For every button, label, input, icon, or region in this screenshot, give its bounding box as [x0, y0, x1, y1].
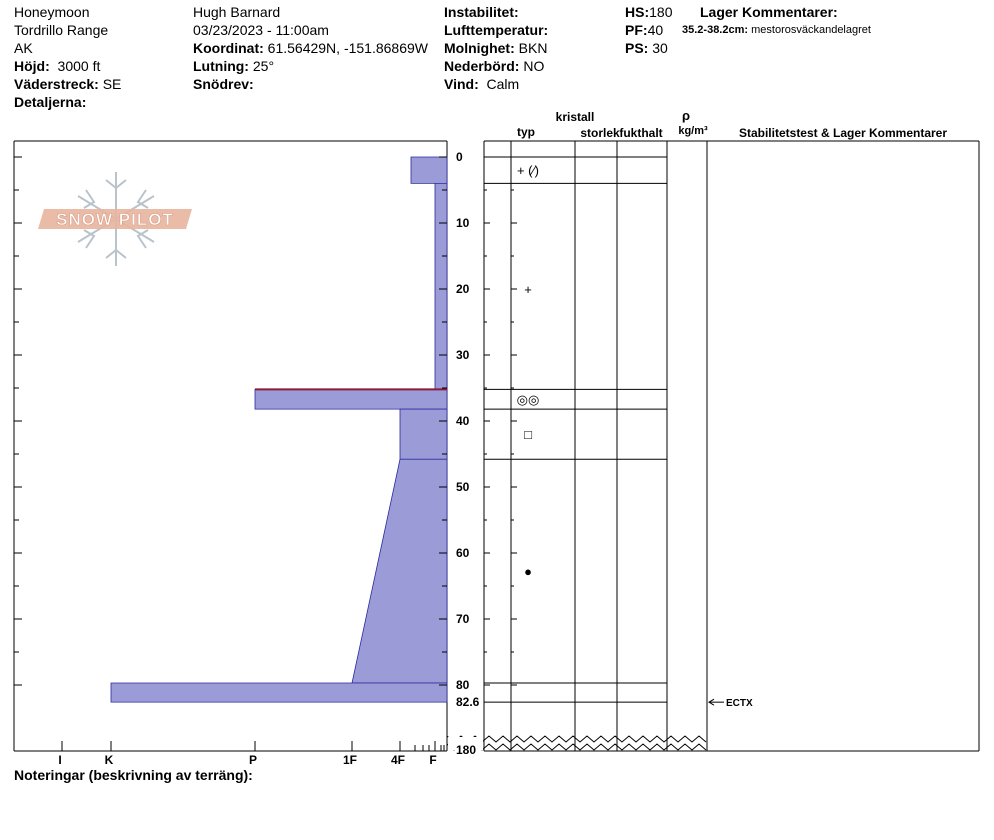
details-label: Detaljerna:	[14, 94, 87, 110]
hardness-axis	[58, 741, 444, 767]
sky-value: BKN	[518, 40, 548, 56]
hardness-layer-0	[411, 157, 447, 183]
airtemp-label: Lufttemperatur:	[444, 22, 549, 38]
crystal-heading: kristall	[555, 110, 595, 124]
hardness-layer-4	[352, 459, 447, 683]
depth-tick-label: 20	[456, 282, 470, 296]
elevation-label: Höjd:	[14, 58, 50, 74]
hardness-layer-3	[400, 409, 447, 459]
drift-label: Snödrev:	[193, 76, 254, 92]
precip-value: NO	[523, 58, 545, 74]
aspect-value: SE	[102, 76, 122, 92]
depth-tick-label: 60	[456, 546, 470, 560]
grain-symbol: + (⁄)	[516, 163, 540, 179]
grain-table	[484, 141, 979, 751]
state: AK	[14, 40, 33, 56]
layer-comment-range: 35.2-38.2cm:	[682, 24, 749, 36]
notes-row	[14, 766, 253, 784]
ps-value: 30	[652, 40, 668, 56]
observer-name: Hugh Barnard	[193, 4, 281, 20]
hs-label: HS:	[625, 4, 650, 20]
stability-test-label: ECTX	[726, 698, 753, 710]
hardness-tick-label: K	[104, 753, 114, 767]
depth-tick-label: 10	[456, 216, 470, 230]
hardness-layer-2	[255, 389, 447, 409]
density-unit-heading: kg/m³	[678, 125, 708, 137]
hs-value: 180	[649, 4, 673, 20]
wind-value: Calm	[486, 76, 520, 92]
instability-label: Instabilitet:	[444, 4, 519, 20]
depth-tick-label: 0	[456, 150, 463, 164]
grain-symbols	[517, 163, 540, 579]
total-depth-label: 180	[455, 743, 477, 757]
hardness-layer-5	[111, 683, 447, 702]
grain-symbol: ◎◎	[516, 392, 540, 408]
depth-tick-label: 50	[456, 480, 470, 494]
coord-label: Koordinat:	[193, 40, 264, 56]
stability-heading: Stabilitetstest & Lager Kommentarer	[738, 126, 948, 140]
snowpilot-logo	[38, 172, 192, 266]
hardness-layers	[111, 157, 447, 702]
grain-symbol: ●	[524, 563, 532, 579]
moisture-heading: fukthalt	[619, 126, 663, 140]
logo-text: SNOW PILOT	[56, 210, 174, 229]
aspect-label: Väderstreck:	[14, 76, 99, 92]
location-name: Honeymoon	[14, 4, 90, 20]
coord-value: 61.56429N, -151.86869W	[267, 40, 428, 56]
rho-heading: ρ	[681, 108, 691, 123]
ps-label: PS:	[625, 40, 649, 56]
depth-bottom-label: 82.6	[456, 695, 480, 710]
grain-depth-ticks	[484, 157, 517, 685]
hardness-tick-label: P	[248, 753, 258, 767]
hardness-tick-label: F	[429, 753, 437, 767]
depth-tick-label: 30	[456, 348, 470, 362]
slope-label: Lutning:	[193, 58, 249, 74]
sky-label: Molnighet:	[444, 40, 515, 56]
pf-value: 40	[647, 22, 664, 38]
notes-label: Noteringar (beskrivning av terräng):	[14, 767, 253, 783]
observation-datetime: 03/23/2023 - 11:00am	[193, 22, 329, 38]
depth-tick-label: 80	[456, 678, 470, 692]
type-heading: typ	[517, 125, 535, 139]
precip-label: Nederbörd:	[444, 58, 520, 74]
hardness-tick-label: 1F	[342, 753, 358, 767]
mountain-range: Tordrillo Range	[14, 22, 109, 38]
depth-tick-label: 70	[456, 612, 470, 626]
size-heading: storlek	[580, 126, 620, 140]
grain-symbol: □	[524, 427, 532, 443]
slope-value: 25°	[252, 58, 275, 74]
layer-comment-text: mestorosväckandelagret	[751, 24, 871, 36]
stability-tests	[709, 698, 753, 709]
hardness-tick-label: I	[58, 753, 62, 767]
wind-label: Vind:	[444, 76, 479, 92]
pf-label: PF:	[625, 22, 648, 38]
grain-symbol: +	[524, 282, 532, 297]
hardness-layer-1	[435, 183, 447, 389]
hardness-tick-label: 4F	[390, 753, 406, 767]
layer-comments-title: Lager Kommentarer:	[700, 4, 838, 20]
depth-tick-label: 40	[456, 414, 470, 428]
elevation-value: 3000 ft	[57, 58, 101, 74]
